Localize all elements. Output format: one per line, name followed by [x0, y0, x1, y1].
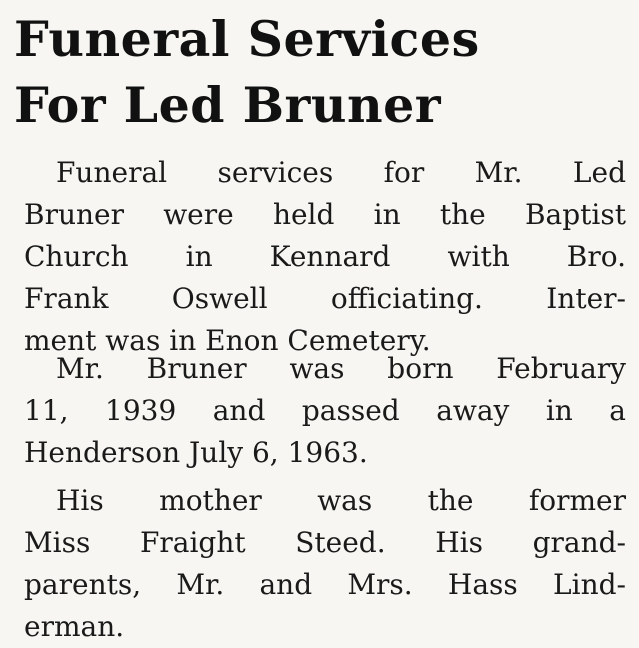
- text-line: Henderson July 6, 1963.: [24, 436, 368, 469]
- text-line: erman.: [24, 610, 125, 643]
- headline-line: Funeral Services: [14, 10, 480, 68]
- text-line: parents, Mr. and Mrs. Hass Lind-: [24, 568, 626, 601]
- paragraph-birth: [24, 348, 626, 474]
- text-line: Miss Fraight Steed. His grand-: [24, 526, 626, 559]
- headline-line: For Led Bruner: [14, 76, 442, 134]
- text-line: ment was in Enon Cemetery.: [24, 324, 431, 357]
- text-line: Bruner were held in the Baptist: [24, 198, 626, 231]
- headline: [14, 6, 480, 138]
- text-line: His mother was the former: [56, 484, 626, 517]
- text-line: 11, 1939 and passed away in a: [24, 394, 626, 427]
- text-line: Funeral services for Mr. Led: [56, 156, 626, 189]
- paragraph-services: [24, 152, 626, 362]
- text-line: Church in Kennard with Bro.: [24, 240, 626, 273]
- paragraph-family: [24, 480, 626, 648]
- text-line: Mr. Bruner was born February: [56, 352, 626, 385]
- text-line: Frank Oswell officiating. Inter-: [24, 282, 626, 315]
